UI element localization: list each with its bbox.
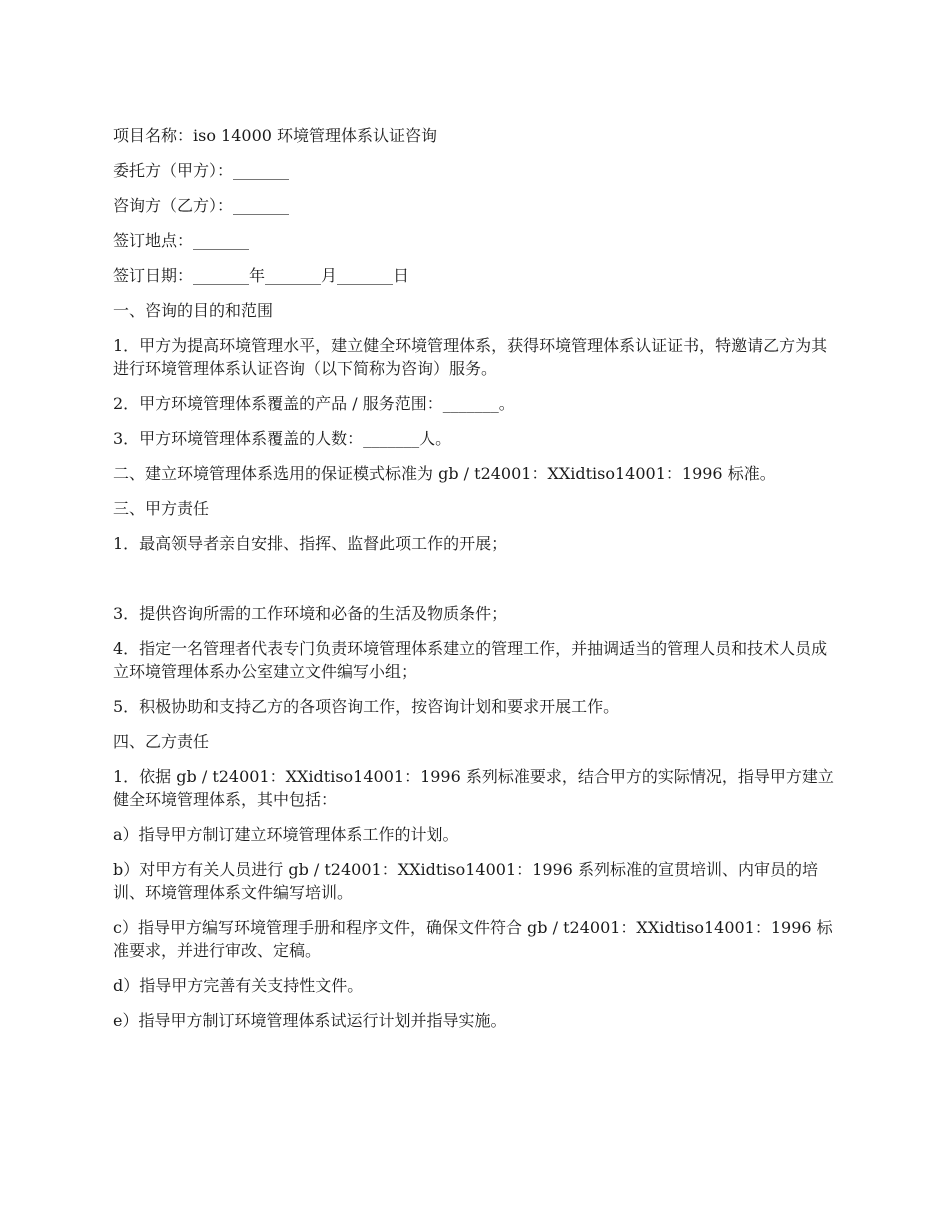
section-1-item-3: 3．甲方环境管理体系覆盖的人数：_______人。: [113, 429, 452, 448]
section-3-item-5: 5．积极协助和支持乙方的各项咨询工作，按咨询计划和要求开展工作。: [113, 697, 620, 716]
section-3-item-3: 3．提供咨询所需的工作环境和必备的生活及物质条件；: [113, 604, 508, 623]
section-3-item-1: 1．最高领导者亲自安排、指挥、监督此项工作的开展；: [113, 534, 508, 553]
section-1-item-2: 2．甲方环境管理体系覆盖的产品 / 服务范围：_______。: [113, 394, 515, 413]
consultant-party-b: 咨询方（乙方）：_______: [113, 196, 290, 215]
section-4-item-b: b）对甲方有关人员进行 gb / t24001：XXidtiso14001：1996 系列标准的宣贯培训、内审员的培训、环境管理体系文件编写培训。: [113, 860, 818, 902]
signing-place: 签订地点：_______: [113, 231, 250, 250]
client-party-a: 委托方（甲方）：_______: [113, 161, 290, 180]
section-heading-3: 三、甲方责任: [113, 499, 210, 518]
section-heading-2: 二、建立环境管理体系选用的保证模式标准为 gb / t24001：XXidtiso14001：1996 标准。: [113, 464, 776, 483]
blank-paragraph: [113, 567, 838, 602]
section-3-item-4: 4．指定一名管理者代表专门负责环境管理体系建立的管理工作，并抽调适当的管理人员和技术人员成立环境管理体系办公室建立文件编写小组；: [113, 639, 828, 681]
document-body: [113, 124, 838, 1044]
section-4-item-a: a）指导甲方制订建立环境管理体系工作的计划。: [113, 825, 459, 844]
section-heading-1: 一、咨询的目的和范围: [113, 301, 274, 320]
section-4-item-d: d）指导甲方完善有关支持性文件。: [113, 976, 364, 995]
section-4-item-e: e）指导甲方制订环境管理体系试运行计划并指导实施。: [113, 1011, 507, 1030]
section-heading-4: 四、乙方责任: [113, 732, 210, 751]
signing-date: 签订日期：_______年_______月_______日: [113, 266, 410, 285]
section-4-item-c: c）指导甲方编写环境管理手册和程序文件，确保文件符合 gb / t24001：XXidtiso14001：1996 标准要求，并进行审改、定稿。: [113, 918, 833, 960]
section-4-item-1: 1．依据 gb / t24001：XXidtiso14001：1996 系列标准要求，结合甲方的实际情况，指导甲方建立健全环境管理体系，其中包括：: [113, 767, 834, 809]
section-1-item-1: 1．甲方为提高环境管理水平，建立健全环境管理体系，获得环境管理体系认证证书，特邀请乙方为其进行环境管理体系认证咨询（以下简称为咨询）服务。: [113, 336, 828, 378]
project-name: 项目名称：iso 14000 环境管理体系认证咨询: [113, 126, 438, 145]
